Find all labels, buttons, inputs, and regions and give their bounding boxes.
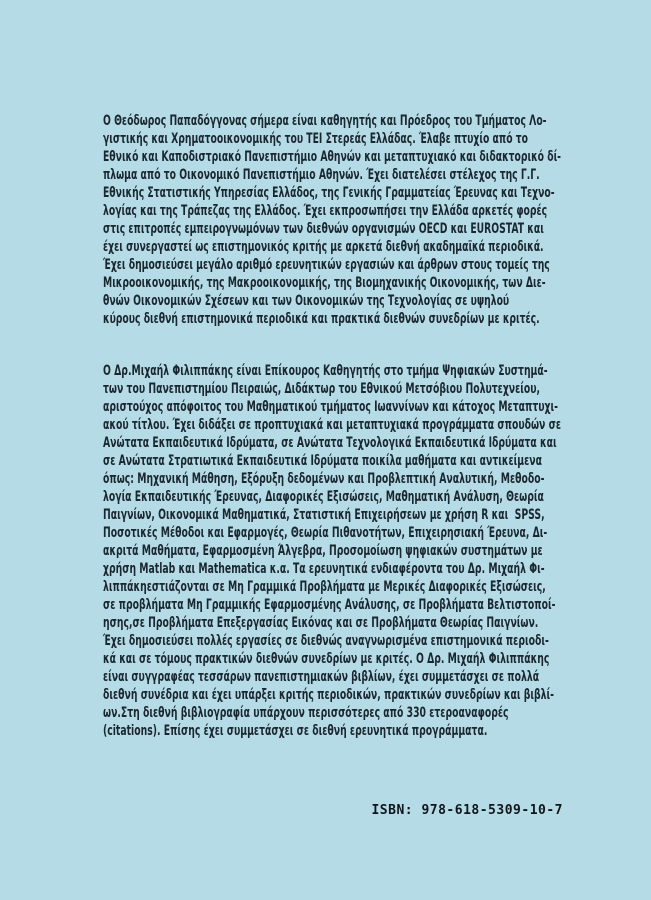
bio-text-line: Ο Δρ.Μιχαήλ Φιλιππάκης είναι Επίκουρος Καθηγητής στο τμήμα Ψηφιακών Συστημά- xyxy=(103,363,548,379)
isbn-label: ISBN: 978-618-5309-10-7 xyxy=(371,803,563,818)
bio-text-line: Έχει δημοσιεύσει πολλές εργασίες σε διεθνώς αναγνωρισμένα επιστημονικά περιοδι- xyxy=(103,633,549,649)
bio-text-line: λιππάκηεστιάζονται σε Μη Γραμμικά Προβλήματα με Μερικές Διαφορικές Εξισώσεις, xyxy=(103,579,546,595)
bio-text-line: στις επιτροπές εμπειρογνωμόνων των διεθνών οργανισμών OECD και EUROSTAT και xyxy=(103,221,544,237)
bio-text-line: Εθνικό και Καποδιστριακό Πανεπιστήμιο Αθηνών και μεταπτυχιακό και διδακτορικό δί- xyxy=(103,149,561,165)
bio-text-line: ησης,σε Προβλήματα Επεξεργασίας Εικόνας και σε Προβλήματα Θεωρίας Παιγνίων. xyxy=(103,615,539,631)
bio-text-line: κά και σε τόμους πρακτικών διεθνών συνεδρίων με κριτές. Ο Δρ. Μιχαήλ Φιλιππάκης xyxy=(103,651,550,667)
bio-text-line: χρήση Matlab και Mathematica κ.α. Τα ερευνητικά ενδιαφέροντα του Δρ. Μιχαήλ Φι- xyxy=(103,561,545,577)
bio-text-line: έχει συνεργαστεί ως επιστημονικός κριτής με αρκετά διεθνή ακαδημαϊκά περιοδικά. xyxy=(103,239,544,255)
bio-text-line: ων.Στη διεθνή βιβλιογραφία υπάρχουν περισσότερες από 330 ετεροαναφορές xyxy=(103,705,509,721)
bio-text-line: θνών Οικονομικών Σχέσεων και των Οικονομικών της Τεχνολογίας σε υψηλού xyxy=(103,293,510,309)
bio-text-line: Παιγνίων, Οικονομικά Μαθηματικά, Στατιστική Επιχειρήσεων με χρήση R και SPSS, xyxy=(103,507,545,523)
bio-text-line: αριστούχος απόφοιτος του Μαθηματικού τμήματος Ιωαννίνων και κάτοχος Μεταπτυχι- xyxy=(103,399,559,415)
bio-text-line: ακού τίτλου. Έχει διδάξει σε προπτυχιακά και μεταπτυχιακά προγράμματα σπουδών σε xyxy=(103,417,561,433)
bio-text-line: σε προβλήματα Μη Γραμμικής Εφαρμοσμένης Ανάλυσης, σε Προβλήματα Βελτιστοποί- xyxy=(103,597,556,613)
bio-text-line: ακριτά Μαθήματα, Εφαρμοσμένη Άλγεβρα, Προσομοίωση ψηφιακών συστημάτων με xyxy=(103,543,543,559)
bio-text-line: (citations). Επίσης έχει συμμετάσχει σε διεθνή ερευνητικά προγράμματα. xyxy=(103,723,488,739)
bio-text-line: σε Ανώτατα Στρατιωτικά Εκπαιδευτικά Ιδρύματα ποικίλα μαθήματα και αντικείμενα xyxy=(103,453,542,469)
bio-text-line: είναι συγγραφέας τεσσάρων πανεπιστημιακών βιβλίων, έχει συμμετάσχει σε πολλά xyxy=(103,669,540,685)
bio-text-line: Ο Θεόδωρος Παπαδόγγονας σήμερα είναι καθηγητής και Πρόεδρος του Τμήματος Λο- xyxy=(103,113,547,129)
bio-text-line: Μικροοικονομικής, της Μακροοικονομικής, της Βιομηχανικής Οικονομικής, των Διε- xyxy=(103,275,546,291)
bio-text-line: διεθνή συνέδρια και έχει υπάρξει κριτής περιοδικών, πρακτικών συνεδρίων και βιβλί- xyxy=(103,687,554,703)
bio-text-line: λογία Εκπαιδευτικής Έρευνας, Διαφορικές Εξισώσεις, Μαθηματική Ανάλυση, Θεωρία xyxy=(103,489,544,505)
author-bio-paragraph-theodoros-papadogonas xyxy=(103,112,561,328)
bio-text-line: λογίας και της Τράπεζας της Ελλάδος. Έχει εκπροσωπήσει την Ελλάδα αρκετές φορές xyxy=(103,203,548,219)
bio-text-line: όπως: Μηχανική Μάθηση, Εξόρυξη δεδομένων και Προβλεπτική Αναλυτική, Μεθοδο- xyxy=(103,471,545,487)
bio-text-line: γιστικής και Χρηματοοικονομικής του ΤΕΙ Στερεάς Ελλάδας. Έλαβε πτυχίο από το xyxy=(103,131,529,147)
bio-text-line: των του Πανεπιστημίου Πειραιώς, Διδάκτωρ του Εθνικού Μετσόβιου Πολυτεχνείου, xyxy=(103,381,541,397)
bio-text-line: Ποσοτικές Μέθοδοι και Εφαρμογές, Θεωρία Πιθανοτήτων, Επιχειρησιακή Έρευνα, Δι- xyxy=(103,525,548,541)
bio-text-line: Εθνικής Στατιστικής Υπηρεσίας Ελλάδος, της Γενικής Γραμματείας Έρευνας και Τεχνο- xyxy=(103,185,555,201)
author-bio-paragraph-michail-filippakis xyxy=(103,362,561,740)
bio-text-line: Έχει δημοσιεύσει μεγάλο αριθμό ερευνητικών εργασιών και άρθρων στους τομείς της xyxy=(103,257,550,273)
bio-text-line: Ανώτατα Εκπαιδευτικά Ιδρύματα, σε Ανώτατα Τεχνολογικά Εκπαιδευτικά Ιδρύματα και xyxy=(103,435,557,451)
bio-text-line: κύρους διεθνή επιστημονικά περιοδικά και πρακτικά διεθνών συνεδρίων με κριτές. xyxy=(103,311,540,327)
bio-text-line: πλωμα από το Οικονομικό Πανεπιστήμιο Αθηνών. Έχει διατελέσει στέλεχος της Γ.Γ. xyxy=(103,167,540,183)
